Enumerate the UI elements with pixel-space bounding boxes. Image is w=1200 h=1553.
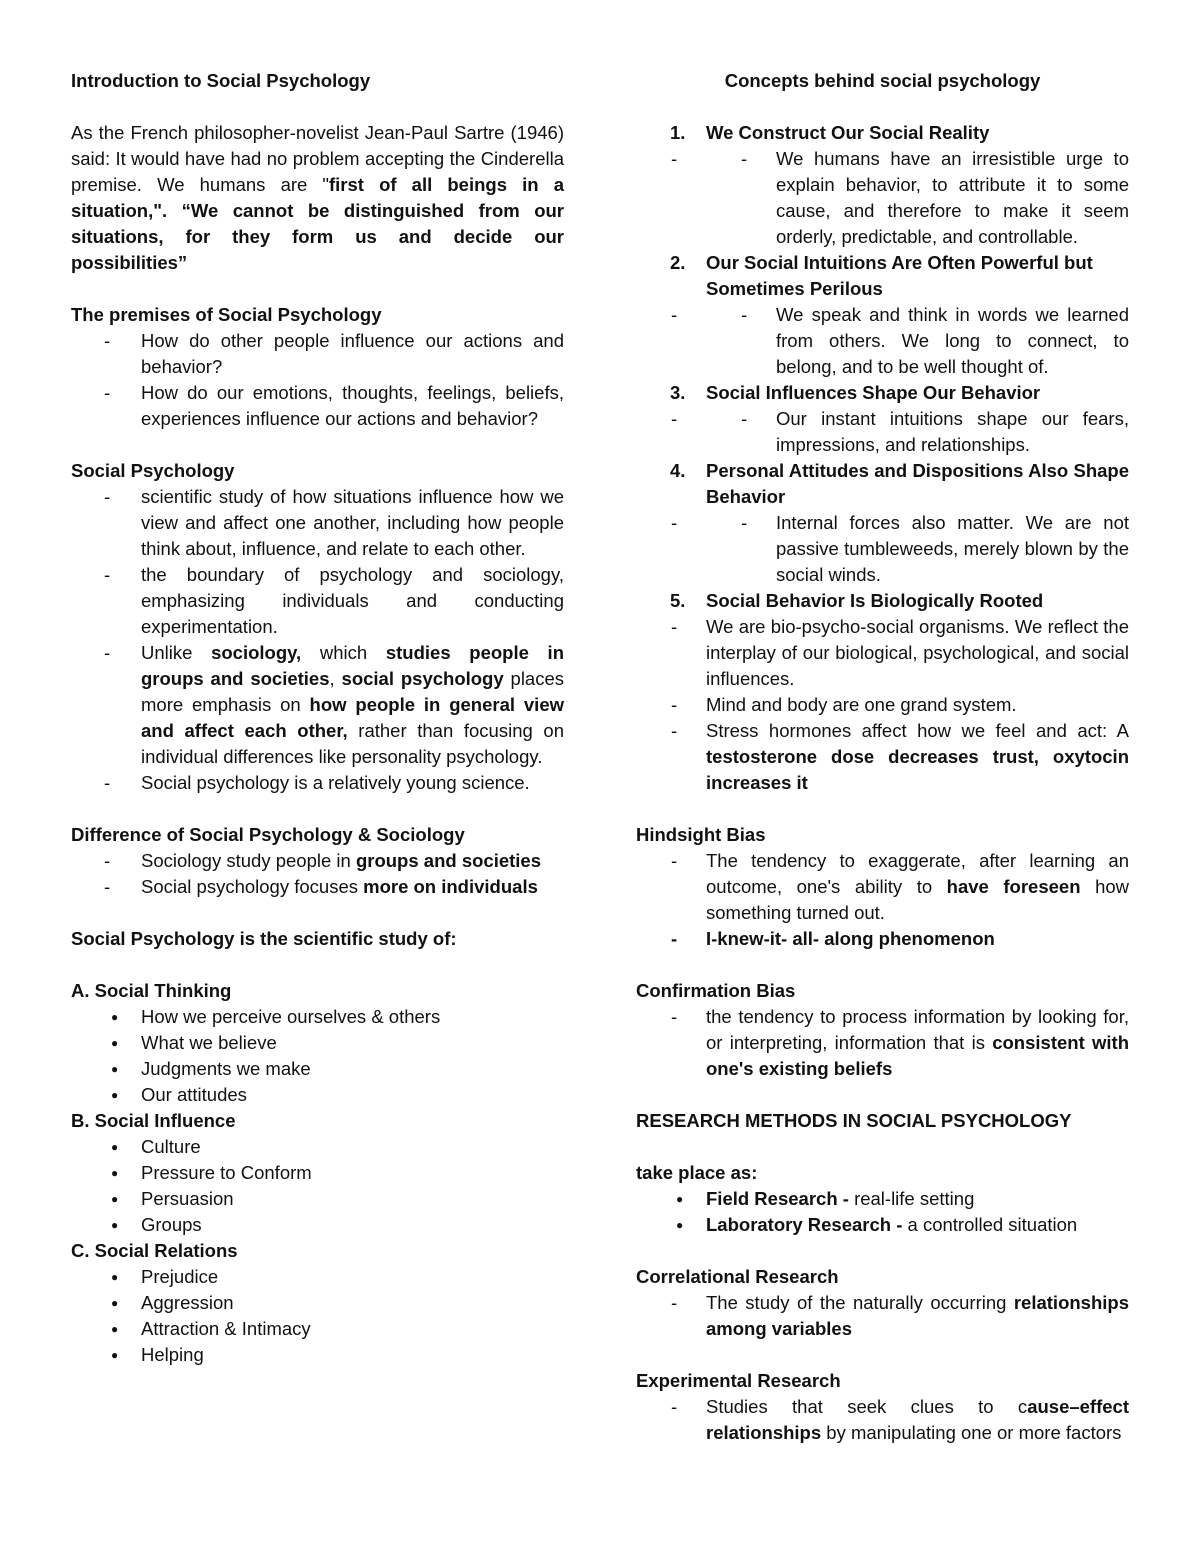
intro-text: As the French philosopher-novelist Jean-Paul Sartre (1946) said: It would have had no problem accepting the Cinderella premise. We humans are " [71, 122, 564, 195]
list-item: ● How we perceive ourselves & others [71, 1004, 564, 1030]
intro-paragraph [71, 120, 564, 276]
social-influence-list [71, 1134, 564, 1238]
concepts-list [636, 380, 1129, 406]
bold-run: ause–effect relationships [706, 1396, 1129, 1443]
list-item: ● Helping [71, 1342, 564, 1368]
list-item [636, 1212, 1129, 1238]
list-item [636, 718, 1129, 796]
concept-item [636, 120, 1129, 146]
text-run: rather than focusing on individual differences like personality psychology. [141, 720, 564, 767]
list-item: ● Our attitudes [71, 1082, 564, 1108]
dash-marker: - - [741, 408, 748, 429]
list-item [636, 1290, 1129, 1342]
list-item: - Social psychology is a relatively young science. [71, 770, 564, 796]
concept-title: Our Social Intuitions Are Often Powerful but Sometimes Perilous [706, 252, 1093, 299]
social-relations-list [71, 1264, 564, 1368]
list-item: - How do other people influence our actions and behavior? [71, 328, 564, 380]
dash-marker: - - [741, 148, 748, 169]
correlational-heading: Correlational Research [636, 1266, 839, 1287]
list-item [71, 874, 564, 900]
left-column [71, 68, 564, 1368]
bold-run: sociology, [211, 642, 302, 663]
bold-run: Laboratory Research - [706, 1214, 908, 1235]
experimental-heading: Experimental Research [636, 1370, 841, 1391]
social-psychology-heading: Social Psychology [71, 460, 235, 481]
concept-number: 3. [670, 382, 686, 403]
list-item: ● Groups [71, 1212, 564, 1238]
list-item: - We are bio-psycho-social organisms. We reflect the interplay of our biological, psychological, and social influences. [636, 614, 1129, 692]
correlational-list [636, 1290, 1129, 1342]
concept-item [636, 380, 1129, 406]
social-influence-heading: B. Social Influence [71, 1110, 236, 1131]
bold-run: relationships among variables [706, 1292, 1129, 1339]
text-run: The tendency to exaggerate, after learning an outcome, one's ability to [706, 850, 1129, 897]
bold-run: how people in general view and affect each other, [141, 694, 564, 741]
concept-sub-list [636, 302, 1129, 380]
social-psychology-list [71, 484, 564, 796]
list-item [636, 1004, 1129, 1082]
concept-number: 4. [670, 460, 686, 481]
list-item [636, 1186, 1129, 1212]
text-run: real-life setting [854, 1188, 975, 1209]
concepts-list [636, 458, 1129, 510]
text-run: The study of the naturally occurring [706, 1292, 1014, 1313]
concept-item [636, 250, 1129, 302]
list-item [636, 302, 1129, 380]
text-run: , [329, 668, 342, 689]
concept-title: Social Influences Shape Our Behavior [706, 382, 1041, 403]
list-item: ● Pressure to Conform [71, 1160, 564, 1186]
concept-sub-list [636, 510, 1129, 588]
list-item [636, 510, 1129, 588]
concepts-title: Concepts behind social psychology [724, 70, 1041, 91]
bold-run: social psychology [341, 668, 504, 689]
concept-number: 1. [670, 122, 686, 143]
text-run: which [301, 642, 386, 663]
text-run: Studies that seek clues to c [706, 1396, 1028, 1417]
research-methods-heading: RESEARCH METHODS IN SOCIAL PSYCHOLOGY [636, 1110, 1072, 1131]
concept-number: 2. [670, 252, 686, 273]
list-item [636, 1394, 1129, 1446]
hindsight-heading: Hindsight Bias [636, 824, 766, 845]
text-run: how something turned out. [706, 876, 1130, 923]
bold-run: more on individuals [363, 876, 538, 897]
concepts-list [636, 588, 1129, 614]
experimental-list [636, 1394, 1129, 1446]
concept-title: Personal Attitudes and Dispositions Also Shape Behavior [706, 460, 1129, 507]
text-run: a controlled situation [907, 1214, 1078, 1235]
text-run: Stress hormones affect how we feel and act: A [706, 720, 1129, 741]
text-run: Sociology study people in [141, 850, 356, 871]
list-item: ● Prejudice [71, 1264, 564, 1290]
hindsight-list [636, 848, 1129, 952]
text-run: by manipulating one or more factors [821, 1422, 1122, 1443]
concept-item [636, 588, 1129, 614]
list-item [636, 406, 1129, 458]
bold-run: have foreseen [946, 876, 1081, 897]
intro-title: Introduction to Social Psychology [71, 70, 371, 91]
concept-title: We Construct Our Social Reality [706, 122, 990, 143]
bold-run: testosterone dose decreases trust, oxytocin increases it [706, 746, 1129, 793]
bold-run: consistent with one's existing beliefs [706, 1032, 1129, 1079]
premises-list [71, 328, 564, 432]
premises-heading: The premises of Social Psychology [71, 304, 382, 325]
biology-list [636, 614, 1129, 796]
list-item: ● Judgments we make [71, 1056, 564, 1082]
list-item [71, 848, 564, 874]
bold-run: Field Research - [706, 1188, 855, 1209]
dash-marker: - - [741, 304, 748, 325]
list-item: ● What we believe [71, 1030, 564, 1056]
intro-quote: first of all beings in a situation,". “We cannot be distinguished from our situations, for they form us and decide our possibilities” [71, 174, 564, 273]
social-relations-heading: C. Social Relations [71, 1240, 238, 1261]
list-item [71, 640, 564, 770]
concept-description: Our instant intuitions shape our fears, impressions, and relationships. [776, 408, 1129, 455]
list-item: ● Aggression [71, 1290, 564, 1316]
take-place-list [636, 1186, 1129, 1238]
concept-sub-list [636, 146, 1129, 250]
concept-number: 5. [670, 590, 686, 611]
concept-sub-list [636, 406, 1129, 458]
list-item: ● Culture [71, 1134, 564, 1160]
take-place-heading: take place as: [636, 1162, 758, 1183]
text-run: places more emphasis on [141, 668, 565, 715]
text-run: the tendency to process information by looking for, or interpreting, information that is [706, 1006, 1129, 1053]
difference-heading: Difference of Social Psychology & Sociology [71, 824, 465, 845]
bold-run: studies people in groups and societies [141, 642, 565, 689]
bold-run: groups and societies [355, 850, 541, 871]
social-thinking-list [71, 1004, 564, 1108]
concept-description: We humans have an irresistible urge to explain behavior, to attribute it to some cause, and therefore to make it seem orderly, predictable, and controllable. [776, 148, 1129, 247]
right-column [636, 68, 1129, 1446]
list-item: - How do our emotions, thoughts, feelings, beliefs, experiences influence our actions and behavior? [71, 380, 564, 432]
list-item [636, 848, 1129, 926]
concepts-list [636, 250, 1129, 302]
list-item: - I-knew-it- all- along phenomenon [636, 926, 1129, 952]
concept-title: Social Behavior Is Biologically Rooted [706, 590, 1044, 611]
difference-list [71, 848, 564, 900]
confirmation-heading: Confirmation Bias [636, 980, 796, 1001]
list-item [636, 146, 1129, 250]
list-item: - Mind and body are one grand system. [636, 692, 1129, 718]
dash-marker: - - [741, 512, 748, 533]
concept-description: We speak and think in words we learned from others. We long to connect, to belong, and to be well thought of. [776, 304, 1129, 377]
text-run: Unlike [141, 642, 212, 663]
concepts-list [636, 120, 1129, 146]
concept-item [636, 458, 1129, 510]
list-item: ● Attraction & Intimacy [71, 1316, 564, 1342]
scientific-study-heading: Social Psychology is the scientific study of: [71, 928, 457, 949]
social-thinking-heading: A. Social Thinking [71, 980, 232, 1001]
confirmation-list [636, 1004, 1129, 1082]
list-item: - scientific study of how situations influence how we view and affect one another, including how people think about, influence, and relate to each other. [71, 484, 564, 562]
text-run: Social psychology focuses [141, 876, 364, 897]
concept-description: Internal forces also matter. We are not passive tumbleweeds, merely blown by the social winds. [776, 512, 1129, 585]
list-item: - the boundary of psychology and sociology, emphasizing individuals and conducting experimentation. [71, 562, 564, 640]
list-item: ● Persuasion [71, 1186, 564, 1212]
